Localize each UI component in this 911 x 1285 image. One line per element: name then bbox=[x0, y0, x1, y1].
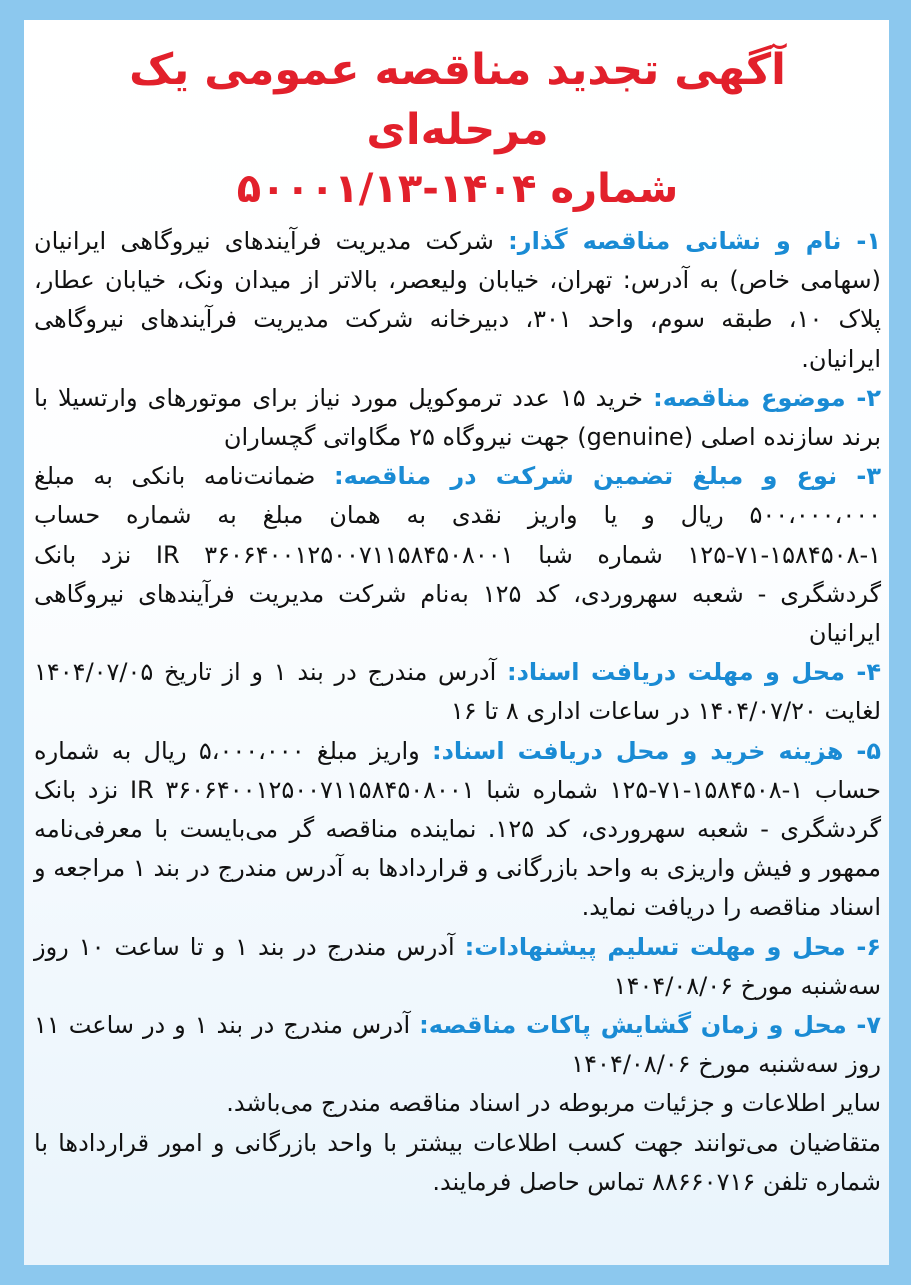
section-4-body: آدرس مندرج در بند ۱ و از تاریخ ۱۴۰۴/۰۷/۰۵ لغایت ۱۴۰۴/۰۷/۲۰ در ساعات اداری ۸ تا ۱۶ bbox=[34, 658, 881, 726]
footer-line-1: سایر اطلاعات و جزئیات مربوطه در اسناد مناقصه مندرج می‌باشد. bbox=[226, 1089, 881, 1118]
section-6-body: آدرس مندرج در بند ۱ و تا ساعت ۱۰ روز سه‌شنبه مورخ ۱۴۰۴/۰۸/۰۶ bbox=[34, 932, 881, 1000]
section-2 bbox=[34, 379, 881, 457]
section-4 bbox=[34, 653, 881, 731]
footer-line-2: متقاضیان می‌توانند جهت کسب اطلاعات بیشتر با واحد بازرگانی و امور قراردادها با شماره تلفن ۸۸۶۶۰۷۱۶ تماس حاصل فرمایند. bbox=[34, 1128, 881, 1196]
section-2-body: خرید ۱۵ عدد ترموکوپل مورد نیاز برای موتورهای وارتسیلا با برند سازنده اصلی (genuine) جهت نیروگاه ۲۵ مگاواتی گچساران bbox=[34, 383, 881, 452]
section-7 bbox=[34, 1006, 881, 1084]
section-4-heading: ۴- محل و مهلت دریافت اسناد: bbox=[506, 658, 881, 687]
section-3 bbox=[34, 457, 881, 653]
section-1 bbox=[34, 222, 881, 379]
section-3-body: ضمانت‌نامه بانکی به مبلغ ۵۰۰،۰۰۰،۰۰۰ ریال و یا واریز نقدی به همان مبلغ به شماره حساب ۱-۱۵۸۴۵۰۸-۷۱-۱۲۵ شماره شبا IR ۳۶۰۶۴۰۰۱۲۵۰۰۷۱۱۵۸۴۵۰۸۰۰۱ نزد بانک گردشگری - شعبه سهروردی، کد ۱۲۵ به‌نام شرکت مدیریت فرآیندهای نیروگاهی ایرانیان bbox=[34, 462, 881, 648]
notice-content bbox=[24, 40, 889, 1202]
section-1-heading: ۱- نام و نشانی مناقصه گذار: bbox=[508, 227, 881, 255]
notice-number: شماره ۱۴۰۴-۵۰۰۰۱/۱۳ bbox=[236, 166, 679, 212]
section-6-heading: ۶- محل و مهلت تسلیم پیشنهادات: bbox=[464, 932, 881, 961]
section-3-heading: ۳- نوع و مبلغ تضمین شرکت در مناقصه: bbox=[333, 462, 881, 491]
section-5-body: واریز مبلغ ۵،۰۰۰،۰۰۰ ریال به شماره حساب ۱-۱۵۸۴۵۰۸-۷۱-۱۲۵ شماره شبا IR ۳۶۰۶۴۰۰۱۲۵۰۰۷۱۱۵۸۴۵۰۸۰۰۱ نزد بانک گردشگری - شعبه سهروردی، کد ۱۲۵. نماینده مناقصه گر می‌بایست با معرفی‌نامه ممهور و فیش واریزی به واحد بازرگانی و قراردادها به آدرس مندرج در بند ۱ مراجعه و اسناد مناقصه را دریافت نماید. bbox=[34, 736, 881, 922]
section-2-heading: ۲- موضوع مناقصه: bbox=[653, 383, 882, 412]
section-7-heading: ۷- محل و زمان گشایش پاکات مناقصه: bbox=[419, 1011, 881, 1040]
section-1-body: شرکت مدیریت فرآیندهای نیروگاهی ایرانیان (سهامی خاص) به آدرس: تهران، خیابان ولیعصر، بالاتر از میدان ونک، خیابان عطار، پلاک ۱۰، طبقه سوم، واحد ۳۰۱، دبیرخانه شرکت مدیریت فرآیندهای نیروگاهی ایرانیان. bbox=[34, 227, 882, 373]
section-7-body: آدرس مندرج در بند ۱ و در ساعت ۱۱ روز سه‌شنبه مورخ ۱۴۰۴/۰۸/۰۶ bbox=[34, 1011, 881, 1079]
section-6 bbox=[34, 928, 881, 1006]
notice-paper bbox=[24, 20, 889, 1265]
section-5 bbox=[34, 732, 881, 928]
section-5-heading: ۵- هزینه خرید و محل دریافت اسناد: bbox=[432, 736, 881, 765]
notice-title: آگهی تجدید مناقصه عمومی یک مرحله‌ای bbox=[129, 45, 786, 155]
